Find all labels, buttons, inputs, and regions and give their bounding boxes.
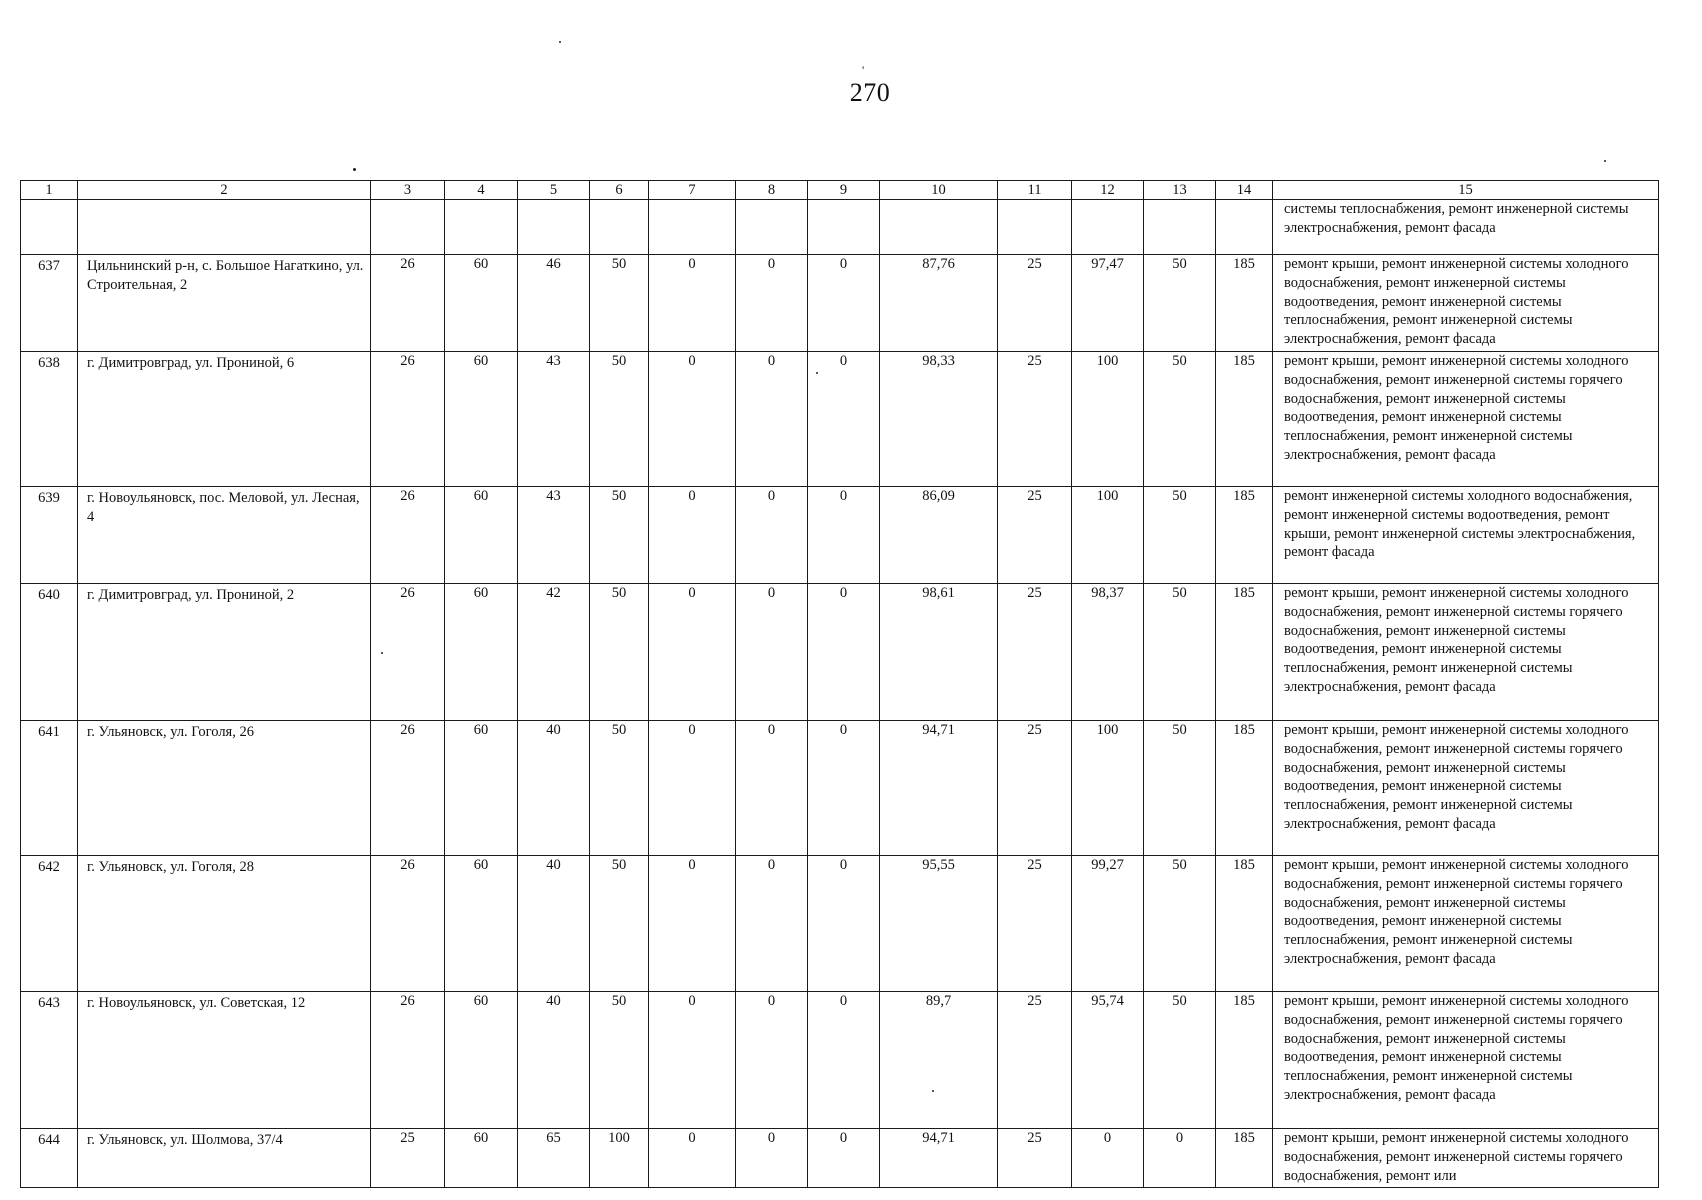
value-cell: 0 <box>808 487 880 584</box>
table-cell <box>808 200 880 255</box>
scan-speck: ' <box>862 63 865 77</box>
value-cell: 50 <box>1144 992 1216 1129</box>
value-cell: 60 <box>445 487 518 584</box>
value-cell: 25 <box>998 352 1072 487</box>
value-cell: 42 <box>518 584 590 721</box>
row-number: 638 <box>21 352 78 487</box>
value-cell: 0 <box>808 584 880 721</box>
value-cell: 25 <box>998 255 1072 352</box>
value-cell: 25 <box>998 1129 1072 1188</box>
value-cell: 60 <box>445 721 518 856</box>
value-cell: 26 <box>371 487 445 584</box>
address-cell: г. Ульяновск, ул. Гоголя, 28 <box>78 856 371 992</box>
value-cell: 100 <box>590 1129 649 1188</box>
value-cell: 0 <box>736 487 808 584</box>
column-header: 13 <box>1144 181 1216 200</box>
column-header: 14 <box>1216 181 1273 200</box>
value-cell: 185 <box>1216 584 1273 721</box>
value-cell: 0 <box>808 721 880 856</box>
address-cell: г. Димитровград, ул. Прониной, 2 <box>78 584 371 721</box>
value-cell: 25 <box>998 992 1072 1129</box>
value-cell: 25 <box>998 584 1072 721</box>
works-cell: ремонт крыши, ремонт инженерной системы холодного водоснабжения, ремонт инженерной системы горячего водоснабжения, ремонт инженерной системы водоотведения, ремонт инженерной системы теплоснабжения, ремонт инженерной системы электроснабжения, ремонт фасада <box>1273 584 1659 721</box>
value-cell: 50 <box>590 721 649 856</box>
value-cell: 25 <box>998 721 1072 856</box>
value-cell: 185 <box>1216 352 1273 487</box>
value-cell: 60 <box>445 352 518 487</box>
value-cell: 60 <box>445 992 518 1129</box>
value-cell: 60 <box>445 1129 518 1188</box>
works-cell: ремонт крыши, ремонт инженерной системы холодного водоснабжения, ремонт инженерной системы горячего водоснабжения, ремонт инженерной системы водоотведения, ремонт инженерной системы теплоснабжения, ремонт инженерной системы электроснабжения, ремонт фасада <box>1273 856 1659 992</box>
value-cell: 0 <box>649 856 736 992</box>
column-header: 3 <box>371 181 445 200</box>
column-header: 2 <box>78 181 371 200</box>
value-cell: 0 <box>736 352 808 487</box>
value-cell: 0 <box>649 584 736 721</box>
table-cell <box>518 200 590 255</box>
table-row <box>21 255 1659 352</box>
scan-speck <box>559 41 561 43</box>
value-cell: 0 <box>808 856 880 992</box>
value-cell: 0 <box>649 992 736 1129</box>
table-row <box>21 721 1659 856</box>
value-cell: 99,27 <box>1072 856 1144 992</box>
column-header: 11 <box>998 181 1072 200</box>
works-cell: ремонт крыши, ремонт инженерной системы холодного водоснабжения, ремонт инженерной системы горячего водоснабжения, ремонт инженерной системы водоотведения, ремонт инженерной системы теплоснабжения, ремонт инженерной системы электроснабжения, ремонт фасада <box>1273 721 1659 856</box>
value-cell: 50 <box>1144 352 1216 487</box>
value-cell: 87,76 <box>880 255 998 352</box>
value-cell: 65 <box>518 1129 590 1188</box>
address-cell: г. Новоульяновск, пос. Меловой, ул. Лесная, 4 <box>78 487 371 584</box>
column-header: 1 <box>21 181 78 200</box>
table-cell <box>1072 200 1144 255</box>
works-cell: системы теплоснабжения, ремонт инженерной системы электроснабжения, ремонт фасада <box>1273 200 1659 255</box>
table-cell <box>371 200 445 255</box>
address-cell: г. Ульяновск, ул. Гоголя, 26 <box>78 721 371 856</box>
table-cell <box>736 200 808 255</box>
value-cell: 26 <box>371 255 445 352</box>
value-cell: 0 <box>808 352 880 487</box>
value-cell: 50 <box>1144 584 1216 721</box>
row-number: 641 <box>21 721 78 856</box>
value-cell: 0 <box>808 992 880 1129</box>
address-cell: г. Димитровград, ул. Прониной, 6 <box>78 352 371 487</box>
value-cell: 0 <box>808 255 880 352</box>
scan-speck <box>353 168 356 171</box>
table-row <box>21 584 1659 721</box>
value-cell: 26 <box>371 856 445 992</box>
works-cell: ремонт крыши, ремонт инженерной системы холодного водоснабжения, ремонт инженерной системы горячего водоснабжения, ремонт инженерной системы водоотведения, ремонт инженерной системы теплоснабжения, ремонт инженерной системы электроснабжения, ремонт фасада <box>1273 992 1659 1129</box>
value-cell: 25 <box>998 856 1072 992</box>
table-row <box>21 352 1659 487</box>
table-cell <box>78 200 371 255</box>
value-cell: 60 <box>445 255 518 352</box>
value-cell: 25 <box>998 487 1072 584</box>
value-cell: 50 <box>590 352 649 487</box>
works-cell: ремонт крыши, ремонт инженерной системы холодного водоснабжения, ремонт инженерной системы водоотведения, ремонт инженерной системы теплоснабжения, ремонт инженерной системы электроснабжения, ремонт фасада <box>1273 255 1659 352</box>
header-row <box>21 181 1659 200</box>
value-cell: 0 <box>649 721 736 856</box>
row-number: 644 <box>21 1129 78 1188</box>
table-cell <box>21 200 78 255</box>
value-cell: 0 <box>1072 1129 1144 1188</box>
value-cell: 95,55 <box>880 856 998 992</box>
value-cell: 60 <box>445 856 518 992</box>
value-cell: 185 <box>1216 1129 1273 1188</box>
value-cell: 0 <box>736 255 808 352</box>
table-row <box>21 992 1659 1129</box>
value-cell: 94,71 <box>880 721 998 856</box>
works-cell: ремонт крыши, ремонт инженерной системы холодного водоснабжения, ремонт инженерной системы горячего водоснабжения, ремонт или <box>1273 1129 1659 1188</box>
works-cell: ремонт инженерной системы холодного водоснабжения, ремонт инженерной системы водоотведения, ремонт крыши, ремонт инженерной системы электроснабжения, ремонт фасада <box>1273 487 1659 584</box>
value-cell: 0 <box>808 1129 880 1188</box>
column-header: 5 <box>518 181 590 200</box>
value-cell: 98,33 <box>880 352 998 487</box>
value-cell: 40 <box>518 992 590 1129</box>
value-cell: 100 <box>1072 352 1144 487</box>
table-cell <box>1144 200 1216 255</box>
value-cell: 43 <box>518 487 590 584</box>
value-cell: 86,09 <box>880 487 998 584</box>
address-cell: г. Ульяновск, ул. Шолмова, 37/4 <box>78 1129 371 1188</box>
column-header: 6 <box>590 181 649 200</box>
table-cell <box>649 200 736 255</box>
value-cell: 100 <box>1072 487 1144 584</box>
register-table <box>20 180 1659 1188</box>
address-cell: г. Новоульяновск, ул. Советская, 12 <box>78 992 371 1129</box>
value-cell: 0 <box>649 255 736 352</box>
table-row <box>21 1129 1659 1188</box>
value-cell: 185 <box>1216 856 1273 992</box>
value-cell: 185 <box>1216 992 1273 1129</box>
table-row <box>21 856 1659 992</box>
value-cell: 25 <box>371 1129 445 1188</box>
value-cell: 26 <box>371 721 445 856</box>
row-number: 637 <box>21 255 78 352</box>
value-cell: 60 <box>445 584 518 721</box>
value-cell: 95,74 <box>1072 992 1144 1129</box>
column-header: 10 <box>880 181 998 200</box>
row-number: 642 <box>21 856 78 992</box>
value-cell: 94,71 <box>880 1129 998 1188</box>
column-header: 9 <box>808 181 880 200</box>
value-cell: 26 <box>371 584 445 721</box>
value-cell: 50 <box>590 255 649 352</box>
value-cell: 26 <box>371 992 445 1129</box>
address-cell: Цильнинский р-н, с. Большое Нагаткино, ул. Строительная, 2 <box>78 255 371 352</box>
value-cell: 40 <box>518 721 590 856</box>
table-cell <box>590 200 649 255</box>
value-cell: 0 <box>1144 1129 1216 1188</box>
value-cell: 50 <box>1144 721 1216 856</box>
column-header: 15 <box>1273 181 1659 200</box>
value-cell: 0 <box>736 856 808 992</box>
value-cell: 185 <box>1216 255 1273 352</box>
value-cell: 40 <box>518 856 590 992</box>
scan-speck <box>1604 160 1606 162</box>
works-cell: ремонт крыши, ремонт инженерной системы холодного водоснабжения, ремонт инженерной системы горячего водоснабжения, ремонт инженерной системы водоотведения, ремонт инженерной системы теплоснабжения, ремонт инженерной системы электроснабжения, ремонт фасада <box>1273 352 1659 487</box>
value-cell: 185 <box>1216 721 1273 856</box>
value-cell: 0 <box>649 352 736 487</box>
row-number: 640 <box>21 584 78 721</box>
column-header: 4 <box>445 181 518 200</box>
value-cell: 50 <box>590 992 649 1129</box>
value-cell: 26 <box>371 352 445 487</box>
column-header: 12 <box>1072 181 1144 200</box>
page-number: 270 <box>849 78 891 107</box>
column-header: 8 <box>736 181 808 200</box>
value-cell: 98,37 <box>1072 584 1144 721</box>
value-cell: 50 <box>590 856 649 992</box>
value-cell: 185 <box>1216 487 1273 584</box>
row-number: 639 <box>21 487 78 584</box>
value-cell: 50 <box>590 487 649 584</box>
value-cell: 0 <box>736 992 808 1129</box>
value-cell: 46 <box>518 255 590 352</box>
value-cell: 0 <box>649 487 736 584</box>
value-cell: 50 <box>1144 856 1216 992</box>
table-row-continuation <box>21 200 1659 255</box>
value-cell: 0 <box>736 1129 808 1188</box>
value-cell: 97,47 <box>1072 255 1144 352</box>
value-cell: 50 <box>1144 255 1216 352</box>
value-cell: 0 <box>736 584 808 721</box>
table-cell <box>998 200 1072 255</box>
value-cell: 50 <box>1144 487 1216 584</box>
value-cell: 50 <box>590 584 649 721</box>
value-cell: 43 <box>518 352 590 487</box>
table-cell <box>445 200 518 255</box>
value-cell: 100 <box>1072 721 1144 856</box>
column-header: 7 <box>649 181 736 200</box>
table-row <box>21 487 1659 584</box>
table-cell <box>1216 200 1273 255</box>
table-cell <box>880 200 998 255</box>
row-number: 643 <box>21 992 78 1129</box>
value-cell: 0 <box>649 1129 736 1188</box>
value-cell: 0 <box>736 721 808 856</box>
value-cell: 98,61 <box>880 584 998 721</box>
value-cell: 89,7 <box>880 992 998 1129</box>
